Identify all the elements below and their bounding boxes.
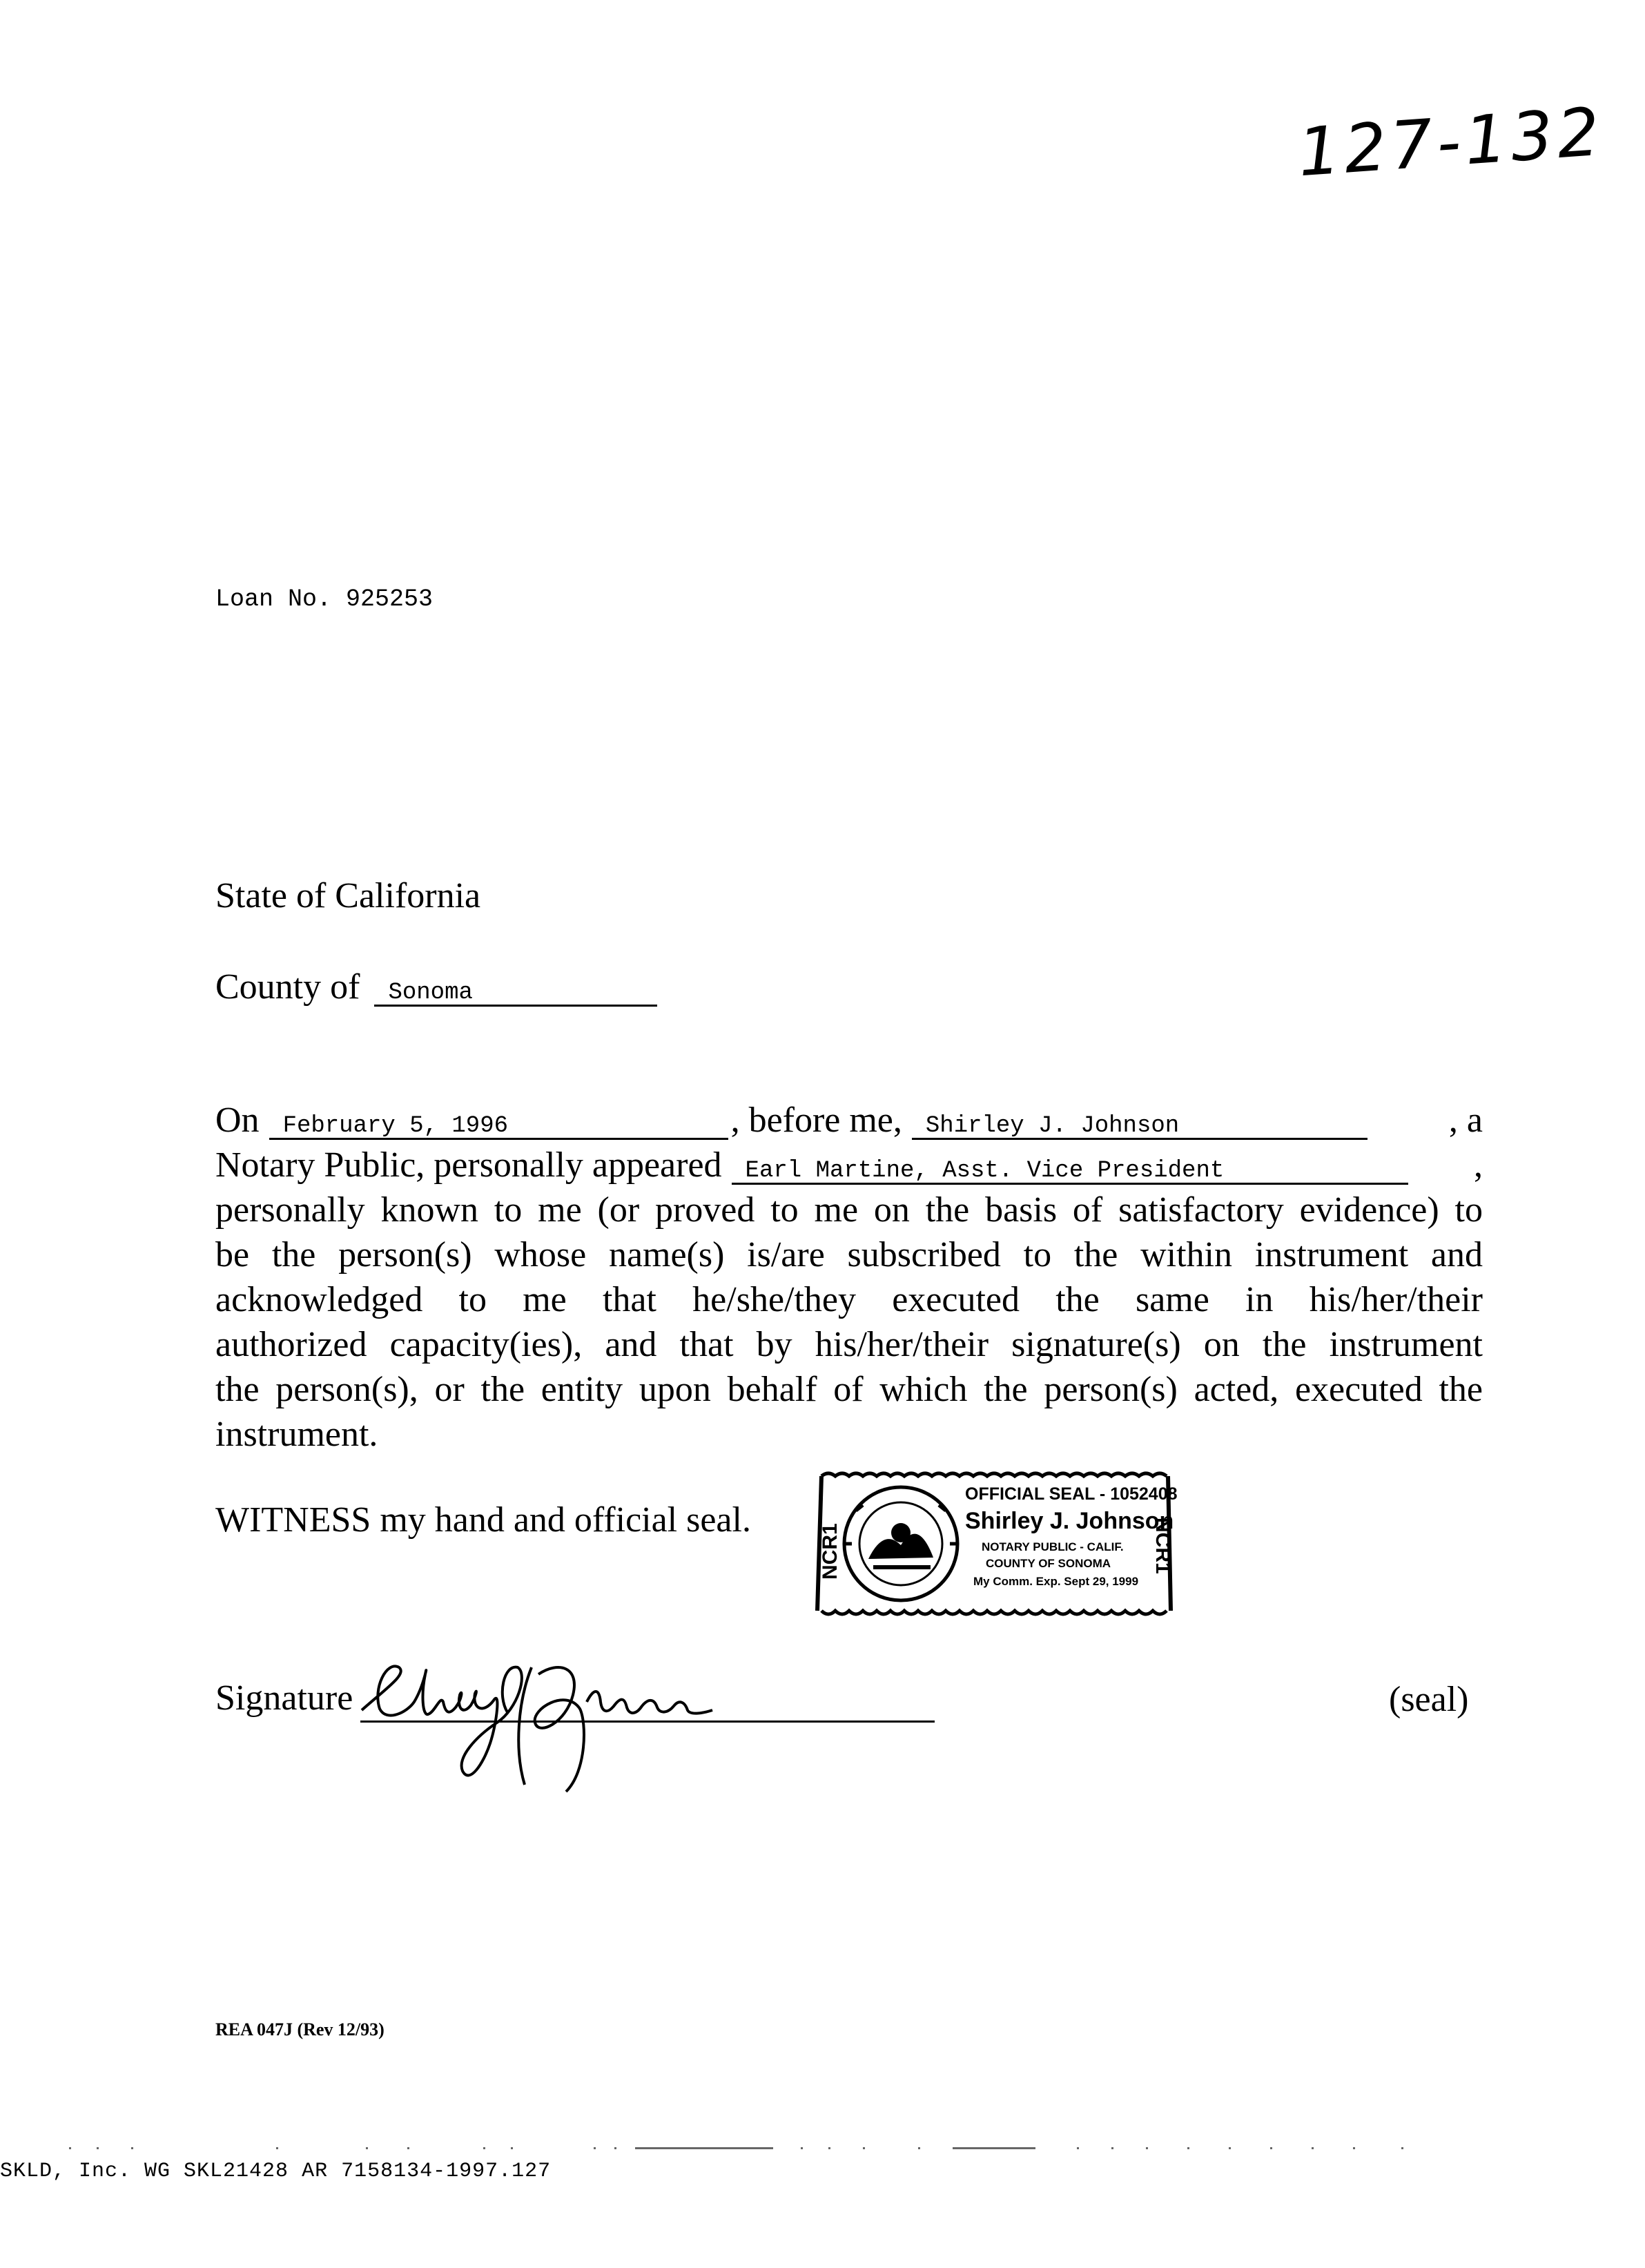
acknowledgment-line: instrument. [215,1415,378,1454]
comma-label: , [1474,1145,1483,1185]
acknowledgment-line: be the person(s) whose name(s) is/are subscribed to the within instrument and [215,1235,1483,1274]
witness-statement: WITNESS my hand and official seal. [215,1500,751,1540]
a-label: , a [1448,1101,1483,1140]
acknowledgment-line: acknowledged to me that he/she/they executed the same in his/her/their [215,1280,1483,1319]
date-field: February 5, 1996 [269,1114,728,1140]
county-field: Sonoma [374,981,657,1007]
acknowledgment-second-line [215,1143,1483,1188]
seal-label: (seal) [1389,1680,1469,1719]
before-me-label: , before me, [730,1101,902,1140]
handwritten-page-reference: 127-132 [1295,93,1606,192]
signature-label: Signature [215,1678,353,1718]
acknowledgment-line: personally known to me (or proved to me on the basis of satisfactory evidence) to [215,1190,1483,1230]
handwritten-signature [359,1647,787,1805]
county-line [215,967,657,1007]
notary-seal-stamp [808,1469,1180,1628]
notary-name-field: Shirley J. Johnson [912,1114,1367,1140]
stamp-notary-name: Shirley J. Johnson [965,1508,1174,1534]
footer-document-reference: SKLD, Inc. WG SKL21428 AR 7158134-1997.127 [0,2160,552,2183]
stamp-side-right: NCR1 [1151,1518,1174,1574]
california-seal-emblem [844,1487,958,1600]
acknowledgment-line: the person(s), or the entity upon behalf of which the person(s) acted, executed the [215,1370,1483,1409]
stamp-side-left: NCR1 [819,1523,841,1580]
acknowledgment-line: authorized capacity(ies), and that by his/her/their signature(s) on the instrument [215,1325,1483,1364]
acknowledgment-body [215,1098,1483,1457]
stamp-title: OFFICIAL SEAL - 1052408 [965,1484,1178,1504]
stamp-border-bottom [821,1611,1167,1614]
stamp-line-2: COUNTY OF SONOMA [986,1557,1111,1570]
loan-number: Loan No. 925253 [215,585,434,613]
county-label: County of [215,967,360,1007]
stamp-line-1: NOTARY PUBLIC - CALIF. [982,1540,1124,1553]
on-label: On [215,1101,260,1140]
form-number: REA 047J (Rev 12/93) [215,2019,385,2039]
acknowledgment-first-line [215,1098,1483,1143]
stamp-line-3: My Comm. Exp. Sept 29, 1999 [973,1575,1139,1588]
notary-public-label: Notary Public, personally appeared [215,1145,722,1185]
stamp-border-top [821,1473,1167,1476]
appeared-field: Earl Martine, Asst. Vice President [732,1159,1408,1185]
state-heading: State of California [215,876,481,915]
scan-dot-artifacts [69,2146,1422,2150]
